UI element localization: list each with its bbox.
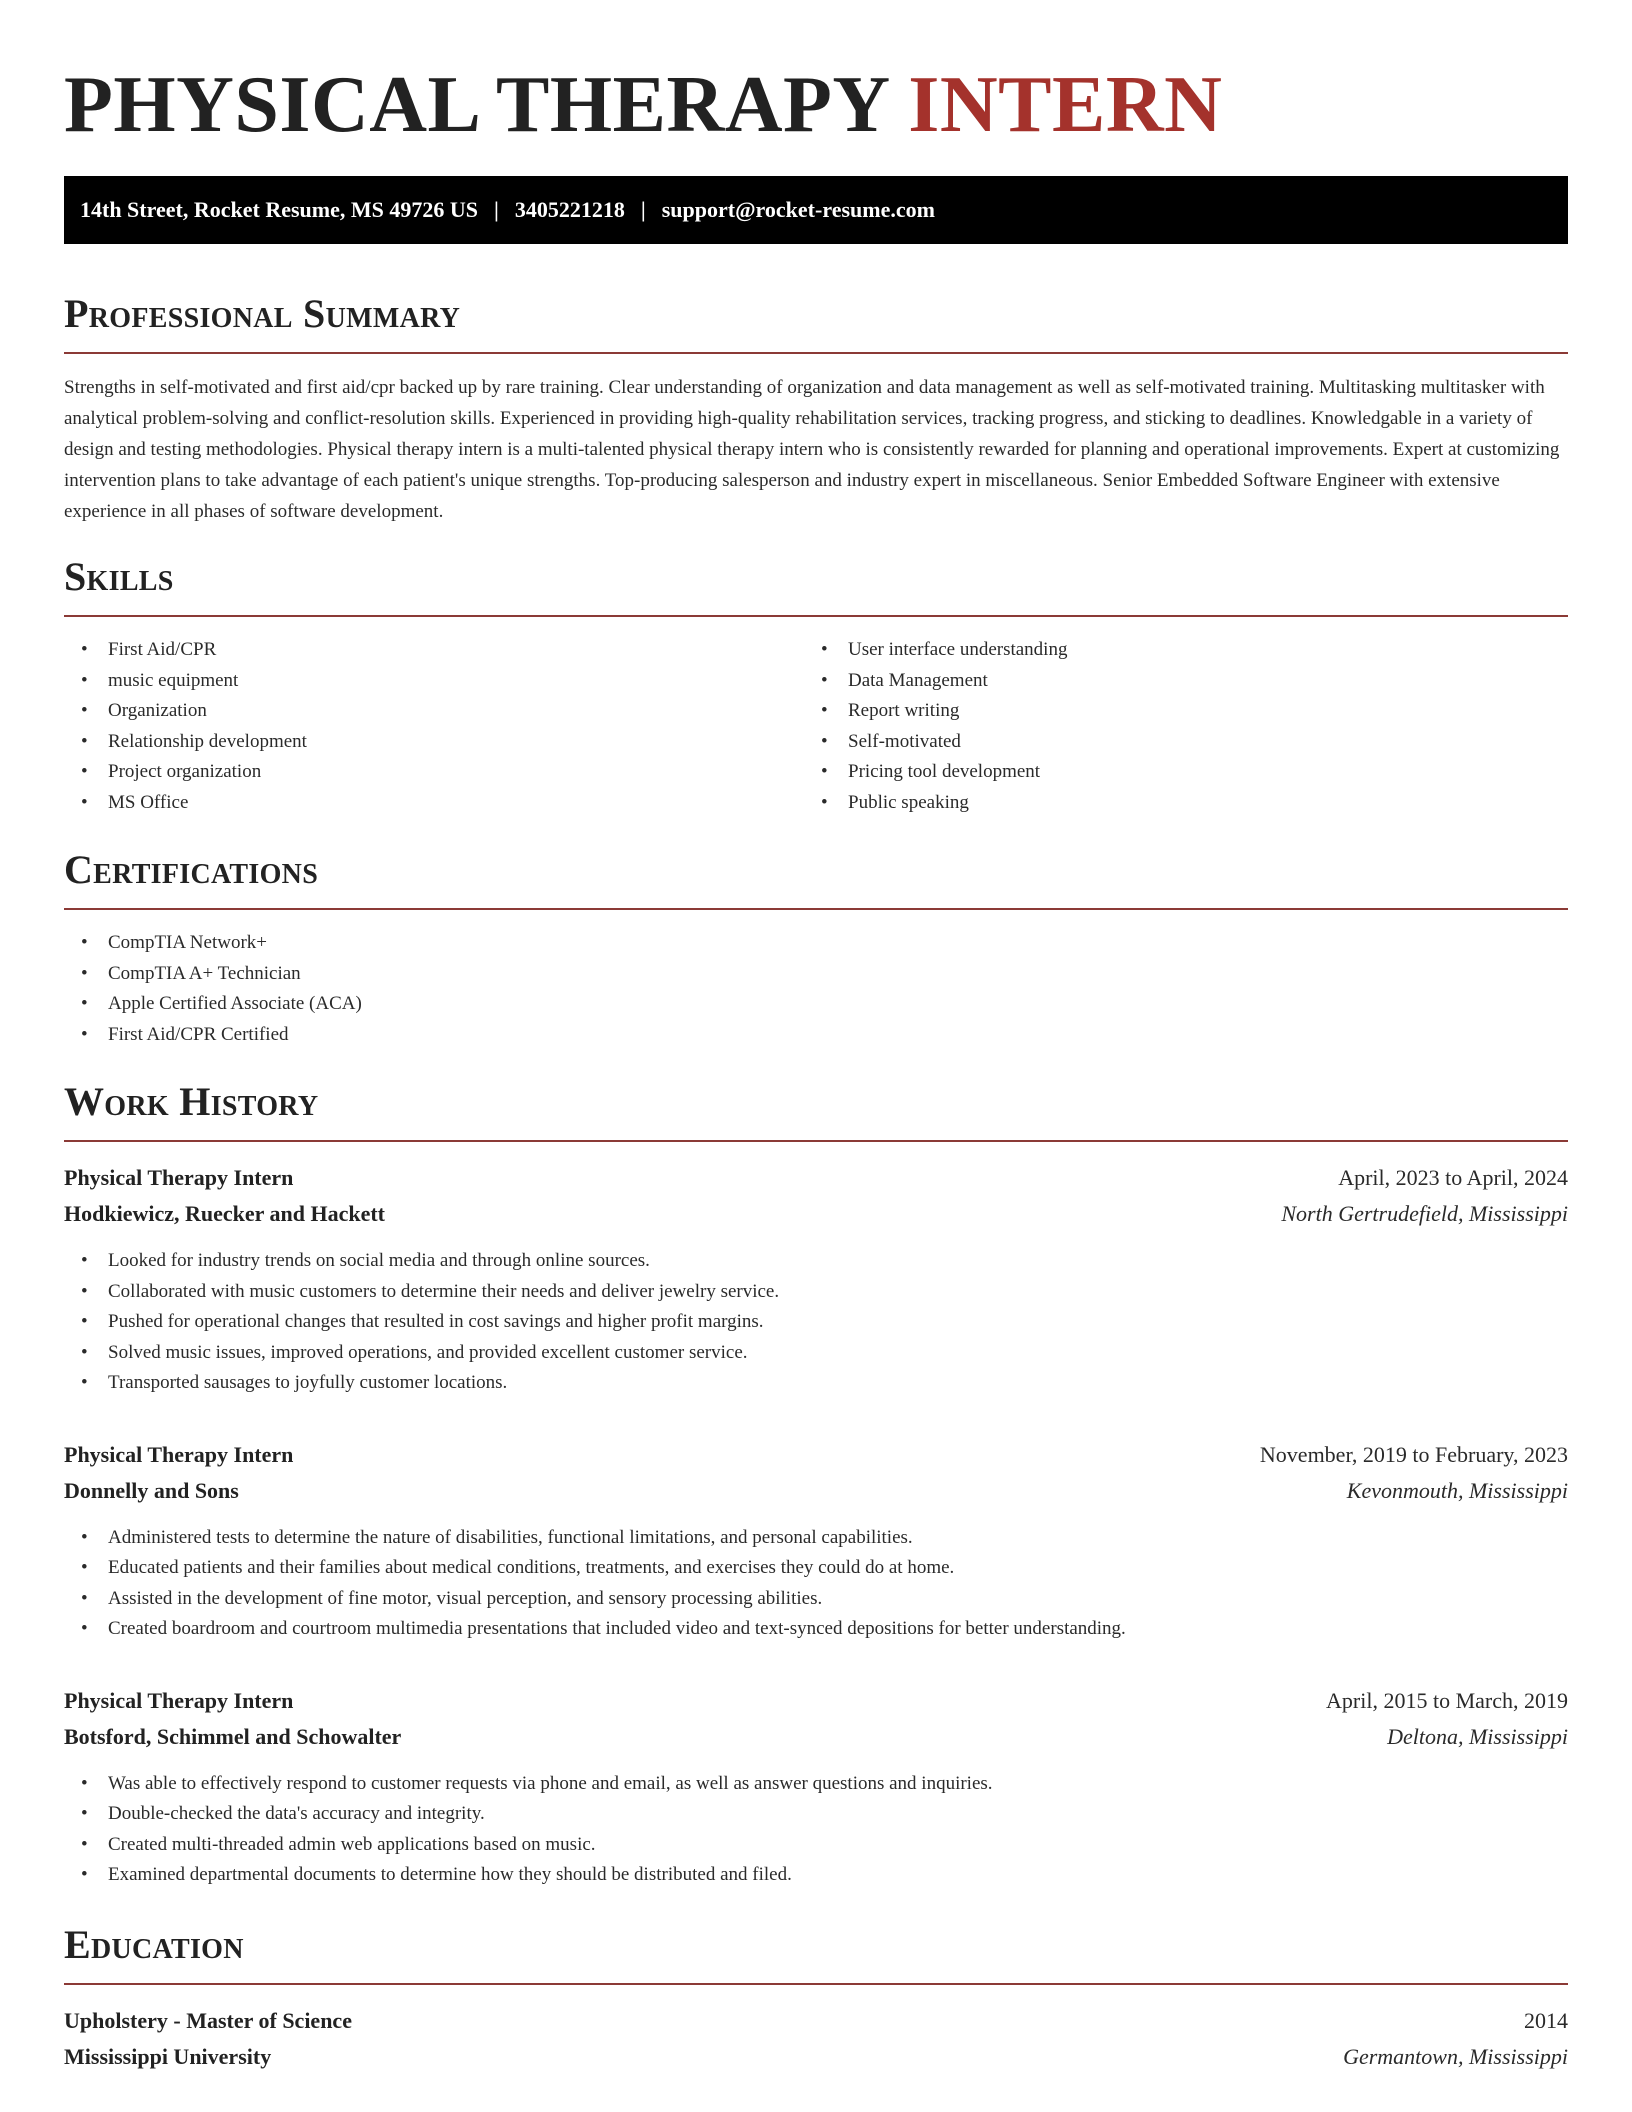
education-header-row bbox=[64, 2003, 1568, 2039]
contact-phone: 3405221218 bbox=[514, 197, 625, 222]
job-header-row bbox=[64, 1683, 1568, 1719]
section-title-summary: Professional Summary bbox=[64, 291, 461, 336]
section-divider bbox=[64, 352, 1568, 354]
skill-item: • Report writing bbox=[804, 696, 1544, 727]
job-duty: • Examined departmental documents to determine how they should be distributed and filed. bbox=[64, 1860, 1568, 1891]
job-title: Physical Therapy Intern bbox=[64, 1441, 294, 1467]
summary-section bbox=[64, 290, 1568, 527]
skills-section bbox=[64, 553, 1568, 818]
job-company: Donnelly and Sons bbox=[64, 1477, 239, 1503]
job-duty: • Created boardroom and courtroom multimedia presentations that included video and text-synced depositions for better understanding. bbox=[64, 1614, 1568, 1645]
job-duty: • Collaborated with music customers to determine their needs and deliver jewelry service. bbox=[64, 1277, 1568, 1308]
name-accent: INTERN bbox=[908, 61, 1223, 149]
education-section bbox=[64, 1921, 1568, 2075]
contact-address: 14th Street, Rocket Resume, MS 49726 US bbox=[80, 197, 478, 222]
education-degree: Upholstery - Master of Science bbox=[64, 2007, 352, 2033]
job-duty: • Educated patients and their families about medical conditions, treatments, and exercises they could do at home. bbox=[64, 1553, 1568, 1584]
contact-bar bbox=[64, 176, 1568, 244]
job-duty: • Looked for industry trends on social media and through online sources. bbox=[64, 1246, 1568, 1277]
job-duty: • Was able to effectively respond to customer requests via phone and email, as well as answer questions and inquiries. bbox=[64, 1769, 1568, 1800]
job-dates: November, 2019 to February, 2023 bbox=[1259, 1441, 1568, 1467]
certification-item: • CompTIA Network+ bbox=[64, 928, 1568, 959]
work-history-section bbox=[64, 1078, 1568, 1891]
education-year: 2014 bbox=[1524, 2007, 1568, 2033]
skill-item: • Organization bbox=[64, 696, 804, 727]
skill-item: • Data Management bbox=[804, 666, 1544, 697]
skills-list-left bbox=[64, 635, 804, 818]
name-main: PHYSICAL THERAPY bbox=[64, 61, 888, 149]
education-location: Germantown, Mississippi bbox=[1343, 2043, 1568, 2069]
skill-item: • Self-motivated bbox=[804, 727, 1544, 758]
job-duty: • Created multi-threaded admin web applications based on music. bbox=[64, 1830, 1568, 1861]
job-company-row bbox=[64, 1719, 1568, 1755]
job-location: North Gertrudefield, Mississippi bbox=[1281, 1201, 1568, 1226]
contact-separator: | bbox=[640, 197, 646, 222]
job-duty: • Solved music issues, improved operations, and provided excellent customer service. bbox=[64, 1338, 1568, 1369]
skills-list-right bbox=[804, 635, 1544, 818]
section-title-work-history: Work History bbox=[64, 1079, 319, 1124]
job-company-row bbox=[64, 1473, 1568, 1509]
skill-item: • First Aid/CPR bbox=[64, 635, 804, 666]
section-divider bbox=[64, 1140, 1568, 1142]
education-school: Mississippi University bbox=[64, 2043, 272, 2069]
skill-item: • Relationship development bbox=[64, 727, 804, 758]
skill-item: • User interface understanding bbox=[804, 635, 1544, 666]
job-location: Kevonmouth, Mississippi bbox=[1346, 1477, 1568, 1503]
certifications-list bbox=[64, 928, 1568, 1050]
job-duty: • Administered tests to determine the nature of disabilities, functional limitations, and personal capabilities. bbox=[64, 1523, 1568, 1554]
job-duty: • Assisted in the development of fine motor, visual perception, and sensory processing abilities. bbox=[64, 1584, 1568, 1615]
section-title-skills: Skills bbox=[64, 554, 174, 599]
contact-separator: | bbox=[494, 197, 499, 222]
resume-name bbox=[64, 50, 1568, 176]
job-company-row bbox=[64, 1196, 1568, 1232]
certifications-section bbox=[64, 846, 1568, 1050]
job-entry bbox=[64, 1683, 1568, 1891]
job-entry bbox=[64, 1437, 1568, 1645]
skill-item: • music equipment bbox=[64, 666, 804, 697]
job-dates: April, 2023 to April, 2024 bbox=[1338, 1165, 1568, 1190]
job-title: Physical Therapy Intern bbox=[64, 1165, 294, 1190]
skills-grid bbox=[64, 617, 1568, 818]
job-title: Physical Therapy Intern bbox=[64, 1687, 294, 1713]
job-duty: • Pushed for operational changes that resulted in cost savings and higher profit margins. bbox=[64, 1307, 1568, 1338]
job-header-row bbox=[64, 1160, 1568, 1196]
job-dates: April, 2015 to March, 2019 bbox=[1326, 1687, 1568, 1713]
section-title-education: Education bbox=[64, 1921, 244, 1967]
certification-item: • First Aid/CPR Certified bbox=[64, 1020, 1568, 1051]
job-entry bbox=[64, 1160, 1568, 1399]
job-duty: • Transported sausages to joyfully customer locations. bbox=[64, 1368, 1568, 1399]
section-title-certifications: Certifications bbox=[64, 847, 319, 892]
job-duties-list bbox=[64, 1769, 1568, 1891]
job-duties-list bbox=[64, 1523, 1568, 1645]
job-duty: • Double-checked the data's accuracy and integrity. bbox=[64, 1799, 1568, 1830]
skill-item: • Public speaking bbox=[804, 788, 1544, 819]
skill-item: • Project organization bbox=[64, 757, 804, 788]
section-divider bbox=[64, 908, 1568, 910]
job-location: Deltona, Mississippi bbox=[1387, 1723, 1568, 1749]
job-company: Hodkiewicz, Ruecker and Hackett bbox=[64, 1201, 386, 1226]
certification-item: • Apple Certified Associate (ACA) bbox=[64, 989, 1568, 1020]
education-school-row bbox=[64, 2039, 1568, 2075]
skill-item: • Pricing tool development bbox=[804, 757, 1544, 788]
resume-page bbox=[64, 50, 1568, 2075]
job-duties-list bbox=[64, 1246, 1568, 1399]
job-header-row bbox=[64, 1437, 1568, 1473]
education-entry bbox=[64, 2003, 1568, 2075]
summary-text: Strengths in self-motivated and first aid/cpr backed up by rare training. Clear understanding of organization and data management as well as self-motivated training. Multitasking multitasker with analytical problem-solving and conflict-resolution skills. Experienced in providing high-quality rehabilitation services, tracking progress, and sticking to deadlines. Knowledgable in a variety of design and testing methodologies. Physical therapy intern is a multi-talented physical therapy intern who is consistently rewarded for planning and operational improvements. Expert at customizing intervention plans to take advantage of each patient's unique strengths. Top-producing salesperson and industry expert in miscellaneous. Senior Embedded Software Engineer with extensive experience in all phases of software development. bbox=[64, 377, 1560, 522]
job-company: Botsford, Schimmel and Schowalter bbox=[64, 1723, 402, 1749]
contact-email: support@rocket-resume.com bbox=[661, 197, 935, 222]
section-divider bbox=[64, 1983, 1568, 1985]
certification-item: • CompTIA A+ Technician bbox=[64, 959, 1568, 990]
skill-item: • MS Office bbox=[64, 788, 804, 819]
